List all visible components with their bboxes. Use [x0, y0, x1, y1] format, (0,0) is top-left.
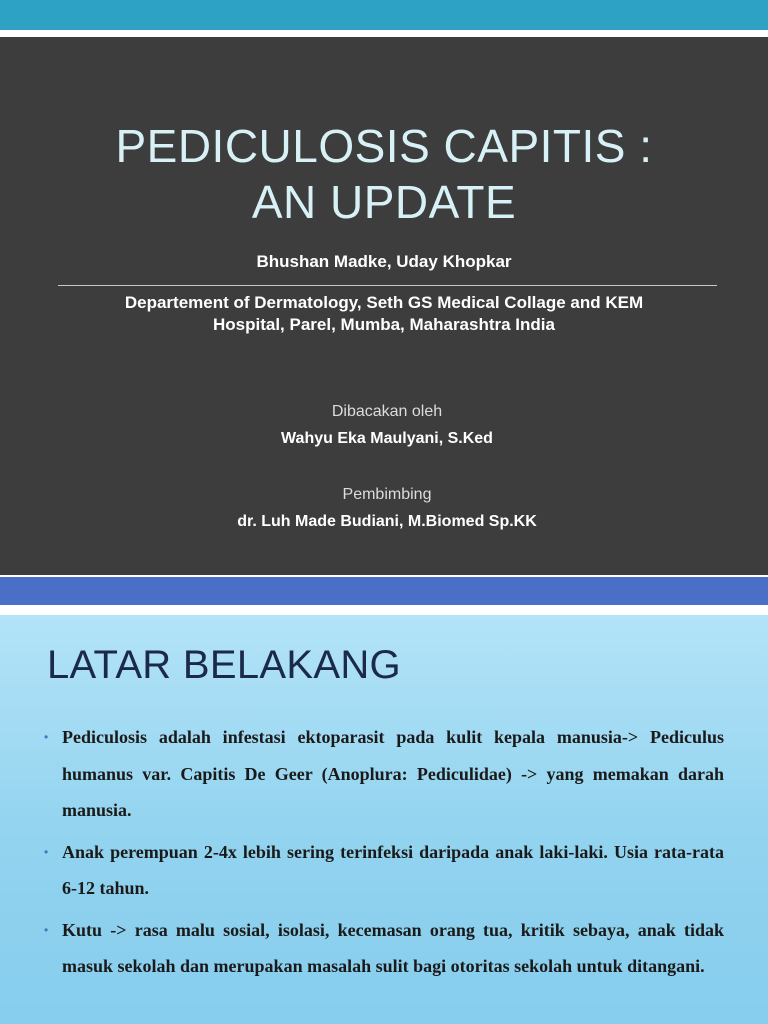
slide-title-line1: PEDICULOSIS CAPITIS :: [115, 120, 653, 172]
department: [80, 292, 688, 336]
top-accent-bar: [0, 0, 768, 30]
department-line1: Departement of Dermatology, Seth GS Medical Collage and KEM: [124, 293, 644, 312]
bullet-icon: •: [44, 730, 49, 744]
bullet-icon: •: [44, 922, 49, 937]
bullet-text: Kutu -> rasa malu sosial, isolasi, kecemasan orang tua, kritik sebaya, anak tidak masuk sekolah dan merupakan masalah sulit bagi otoritas sekolah untuk ditangani.: [62, 919, 724, 976]
bullet-item: [44, 912, 724, 985]
divider-line: [58, 285, 717, 286]
background-slide: [0, 615, 768, 1024]
department-line2: Hospital, Parel, Mumba, Maharashtra India: [213, 315, 555, 334]
read-by-label: Dibacakan oleh: [331, 403, 443, 420]
bullet-text: Pediculosis adalah infestasi ektoparasit pada kulit kepala manusia-> Pediculus humanus var. Capitis De Geer (Anoplura: Pediculidae) -> yang memakan darah manusia.: [62, 727, 724, 820]
slide-title-line2: AN UPDATE: [251, 176, 517, 228]
authors: Bhushan Madke, Uday Khopkar: [256, 252, 512, 271]
section-heading: LATAR BELAKANG: [47, 643, 401, 687]
bullet-icon: •: [44, 844, 49, 859]
bullet-text: Anak perempuan 2-4x lebih sering terinfeksi daripada anak laki-laki. Usia rata-rata 6-12 tahun.: [62, 841, 724, 898]
reader-name: Wahyu Eka Maulyani, S.Ked: [281, 430, 493, 447]
bullet-item: [44, 719, 724, 829]
supervisor-label: Pembimbing: [342, 486, 432, 503]
supervisor-name: dr. Luh Made Budiani, M.Biomed Sp.KK: [237, 513, 537, 530]
slide-title: [0, 118, 768, 230]
bottom-accent-bar: [0, 577, 768, 605]
bullet-list: [44, 719, 724, 990]
bullet-item: [44, 834, 724, 907]
